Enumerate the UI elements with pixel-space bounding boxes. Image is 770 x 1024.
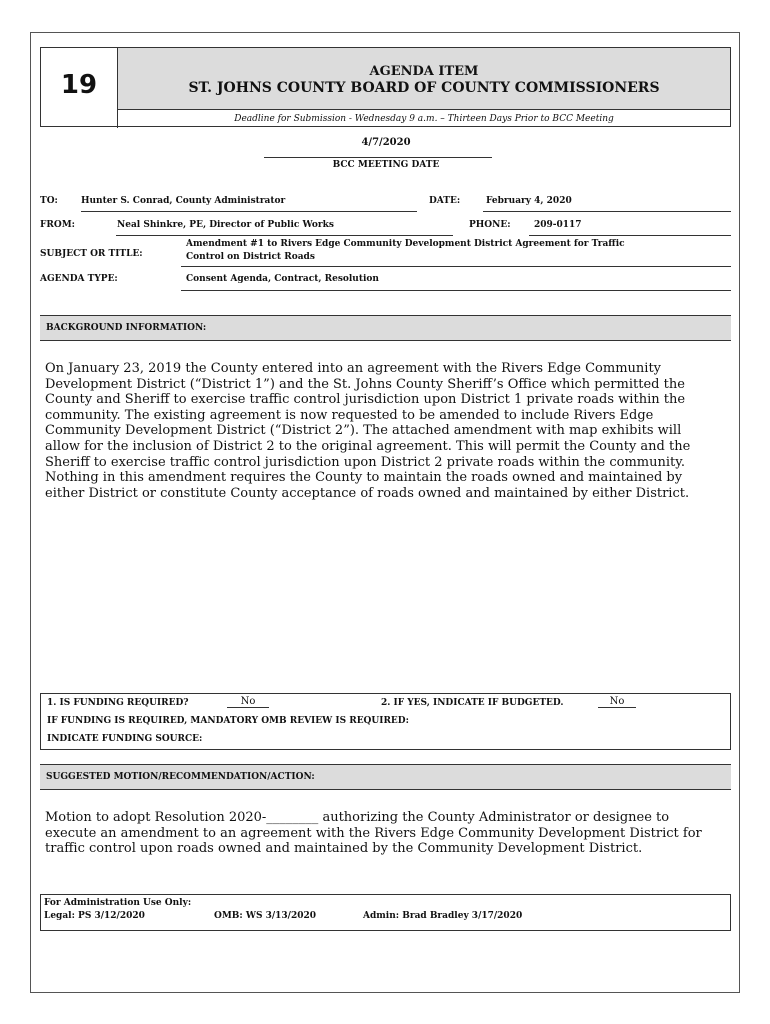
funding-required-value: No — [227, 696, 269, 708]
admin-heading: For Administration Use Only: — [44, 898, 192, 908]
admin-signoff: Admin: Brad Bradley 3/17/2020 — [363, 911, 523, 921]
to-label: TO: — [40, 196, 58, 206]
budgeted-label: 2. IF YES, INDICATE IF BUDGETED. — [381, 698, 564, 708]
funding-box — [40, 693, 731, 750]
meeting-date-label: BCC MEETING DATE — [332, 160, 440, 170]
funding-required-label: 1. IS FUNDING REQUIRED? — [47, 698, 189, 708]
agenda-item-number: 19 — [41, 48, 118, 128]
background-heading: BACKGROUND INFORMATION: — [40, 315, 731, 341]
budgeted-value: No — [598, 696, 636, 708]
date-value: February 4, 2020 — [486, 196, 572, 206]
background-line: either District or constitute County acceptance of roads owned and maintained by either District. — [45, 485, 690, 501]
subject-rule — [181, 266, 731, 267]
motion-text — [45, 810, 726, 857]
agenda-item-title: AGENDA ITEM — [369, 64, 479, 79]
background-line: community. The existing agreement is now requested to be amended to include Rivers Edge — [45, 407, 654, 423]
omb-review-label: IF FUNDING IS REQUIRED, MANDATORY OMB REVIEW IS REQUIRED: — [47, 716, 409, 726]
background-text — [45, 361, 726, 501]
background-line: On January 23, 2019 the County entered into an agreement with the Rivers Edge Community — [45, 361, 662, 376]
subject-value-line1: Amendment #1 to Rivers Edge Community Development District Agreement for Traffic — [186, 239, 625, 249]
admin-omb: OMB: WS 3/13/2020 — [214, 911, 317, 921]
subject-value-line2: Control on District Roads — [186, 252, 315, 262]
motion-line: traffic control upon roads owned and maintained by the Community Development District. — [45, 841, 643, 857]
motion-line: execute an amendment to an agreement with the Rivers Edge Community Development District for — [45, 825, 702, 841]
motion-heading: SUGGESTED MOTION/RECOMMENDATION/ACTION: — [40, 764, 731, 790]
to-value: Hunter S. Conrad, County Administrator — [81, 196, 286, 206]
date-label: DATE: — [429, 196, 461, 206]
from-rule — [116, 235, 453, 236]
background-line: Community Development District (“District 2”). The attached amendment with map exhibits will — [45, 423, 682, 439]
admin-legal: Legal: PS 3/12/2020 — [44, 911, 145, 921]
background-line: County and Sheriff to exercise traffic control jurisdiction upon District 1 private roads within the — [45, 392, 686, 408]
background-line: Nothing in this amendment requires the County to maintain the roads owned and maintained by — [45, 470, 683, 486]
agenda-form — [30, 32, 740, 993]
background-line: Sheriff to exercise traffic control jurisdiction upon District 2 private roads within the community. — [45, 454, 685, 470]
admin-box — [40, 894, 731, 931]
agenda-type-label: AGENDA TYPE: — [40, 274, 118, 284]
motion-line: Motion to adopt Resolution 2020-________ authorizing the County Administrator or designee to — [45, 810, 670, 825]
board-name: ST. JOHNS COUNTY BOARD OF COUNTY COMMISSIONERS — [188, 80, 660, 96]
phone-label: PHONE: — [469, 220, 511, 230]
date-rule — [483, 211, 731, 212]
to-rule — [81, 211, 417, 212]
agenda-type-rule — [181, 290, 731, 291]
from-label: FROM: — [40, 220, 75, 230]
agenda-type-value: Consent Agenda, Contract, Resolution — [186, 274, 379, 284]
from-value: Neal Shinkre, PE, Director of Public Works — [117, 220, 334, 230]
agenda-header — [40, 47, 731, 127]
background-line: allow for the inclusion of District 2 to the original agreement. This will permit the County and the — [45, 438, 691, 454]
agenda-title-block — [118, 48, 730, 110]
meeting-date: 4/7/2020 — [361, 137, 411, 148]
submission-deadline: Deadline for Submission - Wednesday 9 a.m. – Thirteen Days Prior to BCC Meeting — [234, 114, 614, 124]
background-line: Development District (“District 1”) and the St. Johns County Sheriff’s Office which permitted the — [45, 376, 685, 392]
phone-rule — [529, 235, 731, 236]
funding-source-label: INDICATE FUNDING SOURCE: — [47, 734, 203, 744]
phone-value: 209-0117 — [534, 220, 582, 230]
subject-label: SUBJECT OR TITLE: — [40, 249, 143, 259]
meeting-date-rule — [264, 157, 492, 158]
